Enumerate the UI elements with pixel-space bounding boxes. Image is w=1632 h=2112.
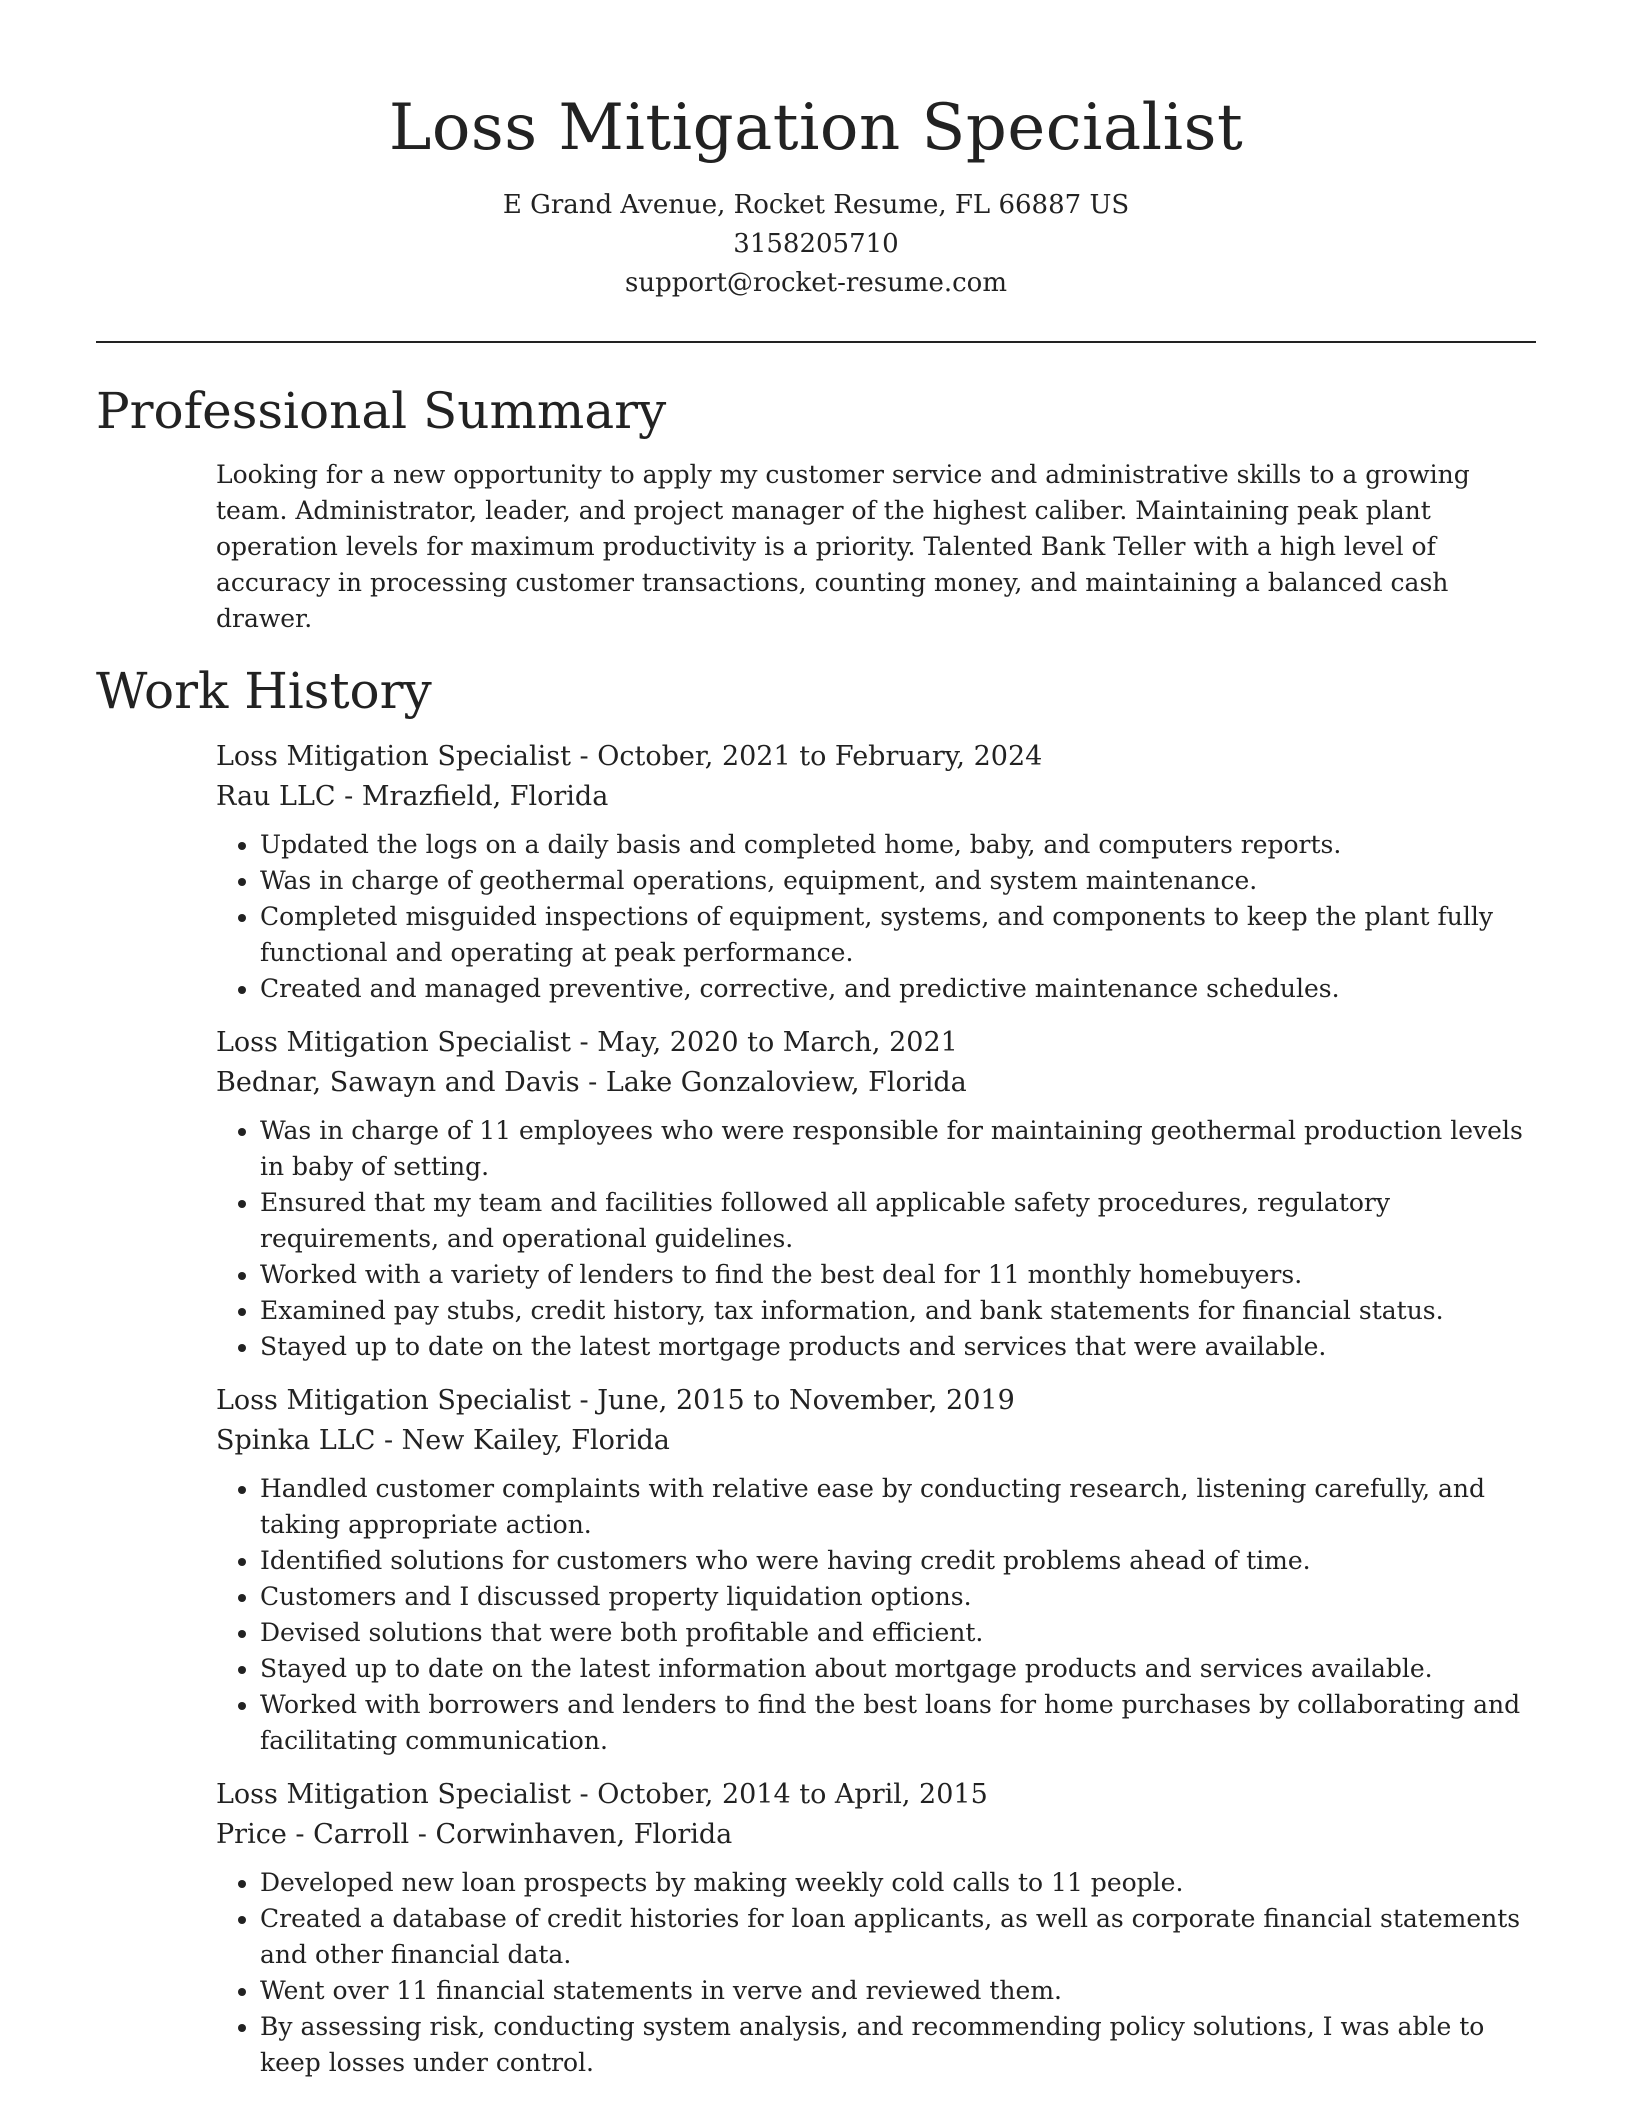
job-company-location: Rau LLC - Mrazfield, Florida <box>216 781 609 812</box>
candidate-name: Loss Mitigation Specialist <box>388 91 1244 165</box>
job-bullet: • Was in charge of geothermal operations, equipment, and system maintenance. <box>260 863 1536 899</box>
job-bullet: • Handled customer complaints with relative ease by conducting research, listening carefully, and taking appropriate action. <box>260 1471 1536 1543</box>
job-bullet: • Stayed up to date on the latest information about mortgage products and services available. <box>260 1651 1536 1687</box>
section-title-work-history: Work History <box>96 662 432 720</box>
job-bullet: • Created and managed preventive, corrective, and predictive maintenance schedules. <box>260 971 1536 1007</box>
contact-info <box>96 186 1536 303</box>
resume-header <box>96 0 1536 303</box>
job-role-dates: Loss Mitigation Specialist - June, 2015 to November, 2019 <box>216 1385 1015 1416</box>
job-bullet: • Examined pay stubs, credit history, tax information, and bank statements for financial status. <box>260 1293 1536 1329</box>
job-bullet: • Worked with a variety of lenders to find the best deal for 11 monthly homebuyers. <box>260 1257 1536 1293</box>
resume-page <box>96 0 1536 2081</box>
section-title-summary: Professional Summary <box>96 382 667 440</box>
job-entry <box>216 737 1536 1007</box>
job-entry <box>216 1381 1536 1759</box>
job-bullet-list <box>216 1113 1536 1365</box>
job-role-dates: Loss Mitigation Specialist - October, 2021 to February, 2024 <box>216 741 1043 772</box>
job-bullet: • Devised solutions that were both profitable and efficient. <box>260 1615 1536 1651</box>
contact-address: E Grand Avenue, Rocket Resume, FL 66887 US <box>502 190 1130 220</box>
professional-summary-section <box>96 379 1536 637</box>
contact-phone: 3158205710 <box>733 229 899 259</box>
job-company-location: Price - Carroll - Corwinhaven, Florida <box>216 1819 733 1850</box>
job-bullet-list <box>216 827 1536 1007</box>
job-bullet: • Updated the logs on a daily basis and completed home, baby, and computers reports. <box>260 827 1536 863</box>
job-bullet: • Ensured that my team and facilities followed all applicable safety procedures, regulatory requirements, and operational guidelines. <box>260 1185 1536 1257</box>
job-bullet: • Created a database of credit histories for loan applicants, as well as corporate financial statements and other financial data. <box>260 1901 1536 1973</box>
job-bullet: • Was in charge of 11 employees who were responsible for maintaining geothermal production levels in baby of setting. <box>260 1113 1536 1185</box>
job-bullet: • Developed new loan prospects by making weekly cold calls to 11 people. <box>260 1865 1536 1901</box>
job-bullet: • Completed misguided inspections of equipment, systems, and components to keep the plant fully functional and operating at peak performance. <box>260 899 1536 971</box>
job-company-location: Spinka LLC - New Kailey, Florida <box>216 1425 670 1456</box>
job-bullet: • Identified solutions for customers who were having credit problems ahead of time. <box>260 1543 1536 1579</box>
job-bullet: • Customers and I discussed property liquidation options. <box>260 1579 1536 1615</box>
summary-text: Looking for a new opportunity to apply my customer service and administrative skills to a growing team. Administrator, leader, and project manager of the highest caliber. Maintaining peak plant operation levels for maximum productivity is a priority. Talented Bank Teller with a high level of accuracy in processing customer transactions, counting money, and maintaining a balanced cash drawer. <box>216 460 1470 633</box>
job-bullet-list <box>216 1471 1536 1759</box>
header-divider <box>96 341 1536 343</box>
contact-email: support@rocket-resume.com <box>624 268 1007 298</box>
work-history-section <box>96 659 1536 2081</box>
job-bullet: • Went over 11 financial statements in verve and reviewed them. <box>260 1973 1536 2009</box>
job-bullet: • By assessing risk, conducting system analysis, and recommending policy solutions, I was able to keep losses under control. <box>260 2009 1536 2081</box>
job-role-dates: Loss Mitigation Specialist - May, 2020 to March, 2021 <box>216 1027 958 1058</box>
job-bullet-list <box>216 1865 1536 2081</box>
job-role-dates: Loss Mitigation Specialist - October, 2014 to April, 2015 <box>216 1779 988 1810</box>
job-entry <box>216 1775 1536 2081</box>
job-company-location: Bednar, Sawayn and Davis - Lake Gonzaloview, Florida <box>216 1067 967 1098</box>
job-entry <box>216 1023 1536 1365</box>
job-bullet: • Stayed up to date on the latest mortgage products and services that were available. <box>260 1329 1536 1365</box>
job-bullet: • Worked with borrowers and lenders to find the best loans for home purchases by collaborating and facilitating communication. <box>260 1687 1536 1759</box>
